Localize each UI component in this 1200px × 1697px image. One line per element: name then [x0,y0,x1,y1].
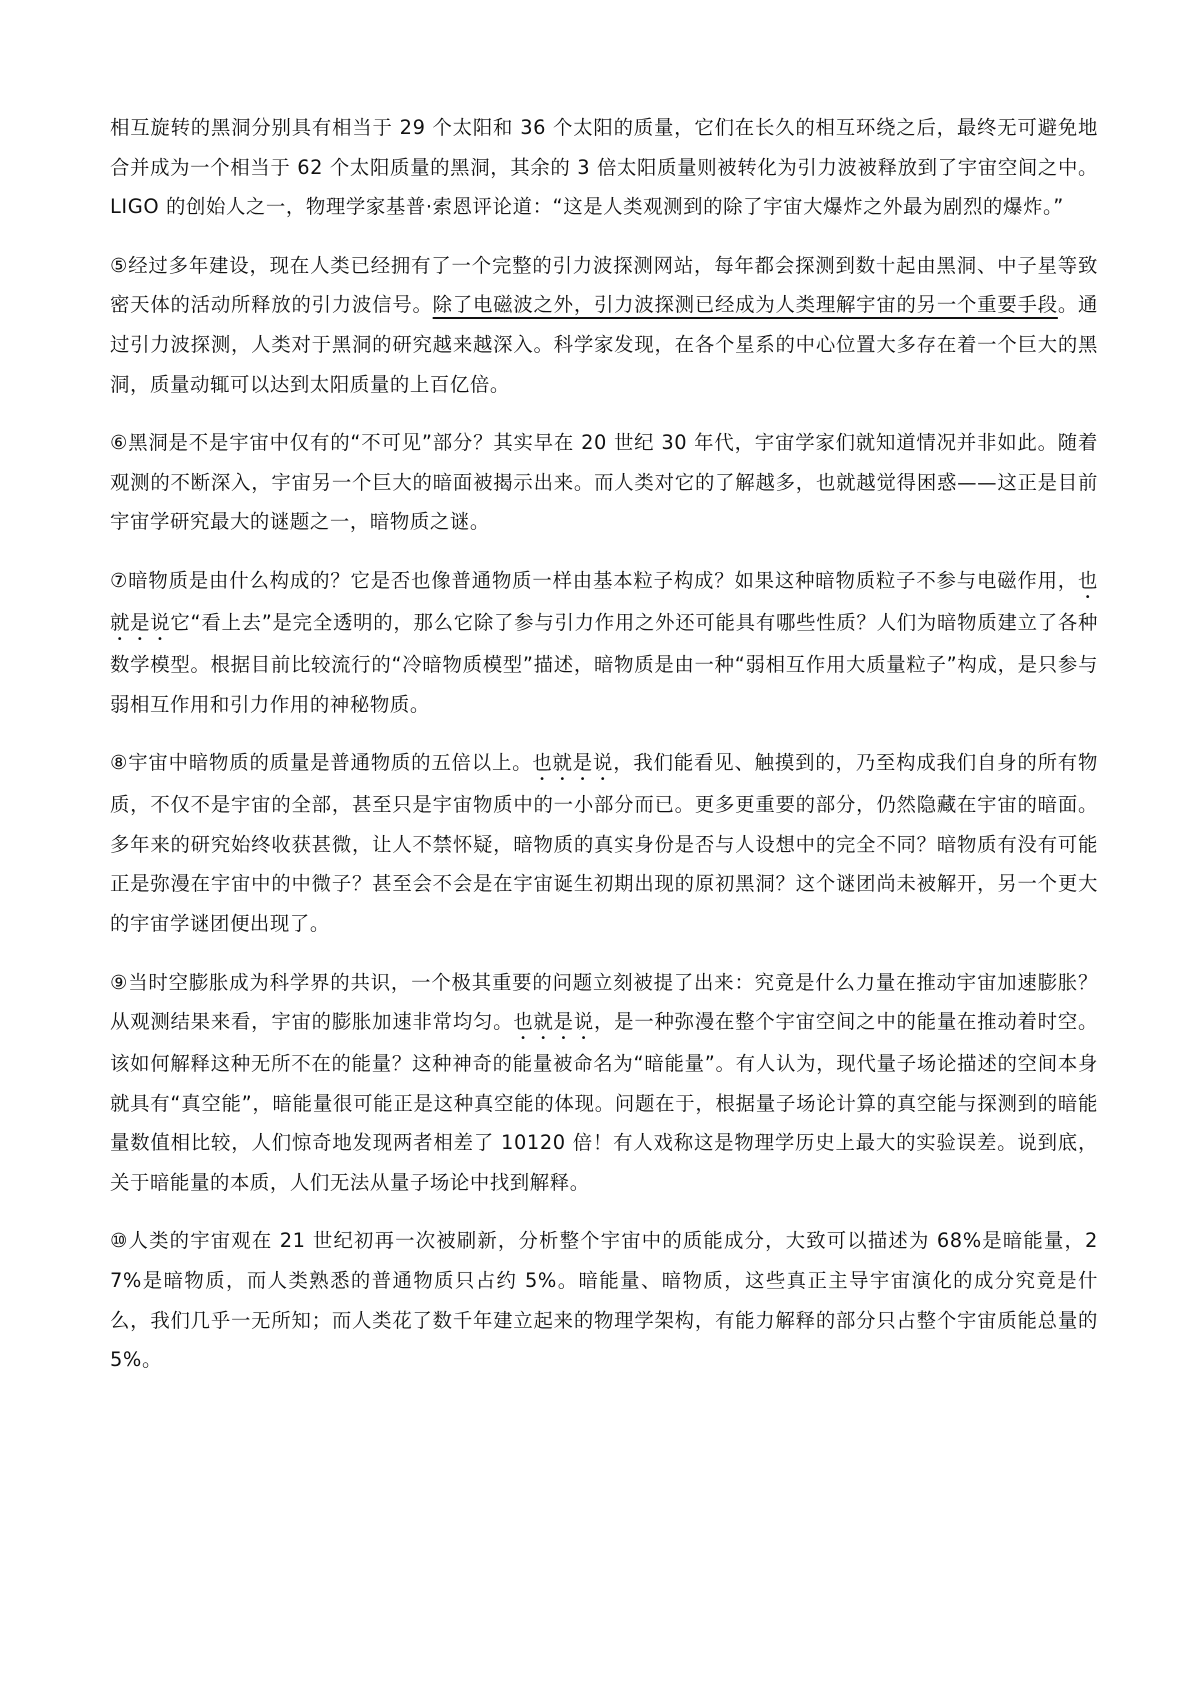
paragraph-9-dotted-phrase: 也就是说 [513,1010,595,1034]
paragraph-9-text-b: ，是一种弥漫在整个宇宙空间之中的能量在推动着时空。该如何解释这种无所不在的能量？这种神奇的能量被命名为“暗能量”。有人认为，现代量子场论描述的空间本身就具有“真空能”，暗能量很可能正是这种真空能的体现。问题在于，根据量子场论计算的真空能与探测到的暗能量数值相比较，人们惊奇地发现两者相差了 10120 倍！有人戏称这是物理学历史上最大的实验误差。说到底，关于暗能量的本质，人们无法从量子场论中找到解释。 [110,1010,1099,1194]
paragraph-9 [110,963,1098,1203]
paragraph-5-text-a: ⑤经过多年建设，现在人类已经拥有了一个完整的引力波探测网站，每年都会探测到数十起由黑洞、中子星等致密天体的活动所释放的引力波信号。 [110,253,1098,317]
paragraph-4-continued: 相互旋转的黑洞分别具有相当于 29 个太阳和 36 个太阳的质量，它们在长久的相互环绕之后，最终无可避免地合并成为一个相当于 62 个太阳质量的黑洞，其余的 3 倍太阳质量则被转化为引力波被释放到了宇宙空间之中。LIGO 的创始人之一，物理学家基普·索恩评论道：“这是人类观测到的除了宇宙大爆炸之外最为剧烈的爆炸。” [110,116,1098,219]
document-page [110,108,1098,1399]
paragraph-9-text-a: ⑨当时空膨胀成为科学界的共识，一个极其重要的问题立刻被提了出来：究竟是什么力量在推动宇宙加速膨胀？从观测结果来看，宇宙的膨胀加速非常均匀。 [110,970,1098,1034]
paragraph-7 [110,561,1098,724]
paragraph-7-dotted-phrase: 也就是说 [110,568,1098,634]
paragraph-8-text-b: ，我们能看见、触摸到的，乃至构成我们自身的所有物质，不仅不是宇宙的全部，甚至只是宇宙物质中的一小部分而已。更多更重要的部分，仍然隐藏在宇宙的暗面。多年来的研究始终收获甚微，让人不禁怀疑，暗物质的真实身份是否与人设想中的完全不同？暗物质有没有可能正是弥漫在宇宙中的中微子？甚至会不会是在宇宙诞生初期出现的原初黑洞？这个谜团尚未被解开，另一个更大的宇宙学谜团便出现了。 [110,751,1099,935]
paragraph-8-text-a: ⑧宇宙中暗物质的质量是普通物质的五倍以上。 [110,751,533,775]
paragraph-7-text-a: ⑦暗物质是由什么构成的？它是否也像普通物质一样由基本粒子构成？如果这种暗物质粒子不参与电磁作用， [110,568,1078,592]
paragraph-5-text-b: 。通过引力波探测，人类对于黑洞的研究越来越深入。科学家发现，在各个星系的中心位置大多存在着一个巨大的黑洞，质量动辄可以达到太阳质量的上百亿倍。 [110,293,1099,396]
paragraph-5 [110,246,1098,404]
paragraph-10: ⑩人类的宇宙观在 21 世纪初再一次被刷新，分析整个宇宙中的质能成分，大致可以描述为 68%是暗能量，27%是暗物质，而人类熟悉的普通物质只占约 5%。暗能量、暗物质，这些真正主导宇宙演化的成分究竟是什么，我们几乎一无所知；而人类花了数千年建立起来的物理学架构，有能力解释的部分只占整个宇宙质能总量的 5%。 [110,1229,1098,1372]
paragraph-8-dotted-phrase: 也就是说 [532,751,614,775]
paragraph-7-text-b: 它“看上去”是完全透明的，那么它除了参与引力作用之外还可能具有哪些性质？人们为暗物质建立了各种数学模型。根据目前比较流行的“冷暗物质模型”描述，暗物质是由一种“弱相互作用大质量粒子”构成，是只参与弱相互作用和引力作用的神秘物质。 [110,610,1098,716]
paragraph-6: ⑥黑洞是不是宇宙中仅有的“不可见”部分？其实早在 20 世纪 30 年代，宇宙学家们就知道情况并非如此。随着观测的不断深入，宇宙另一个巨大的暗面被揭示出来。而人类对它的了解越多，也就越觉得困惑——这正是目前宇宙学研究最大的谜题之一，暗物质之谜。 [110,431,1098,534]
paragraph-5-underlined-sentence: 除了电磁波之外，引力波探测已经成为人类理解宇宙的另一个重要手段 [432,293,1058,317]
paragraph-8 [110,743,1098,943]
